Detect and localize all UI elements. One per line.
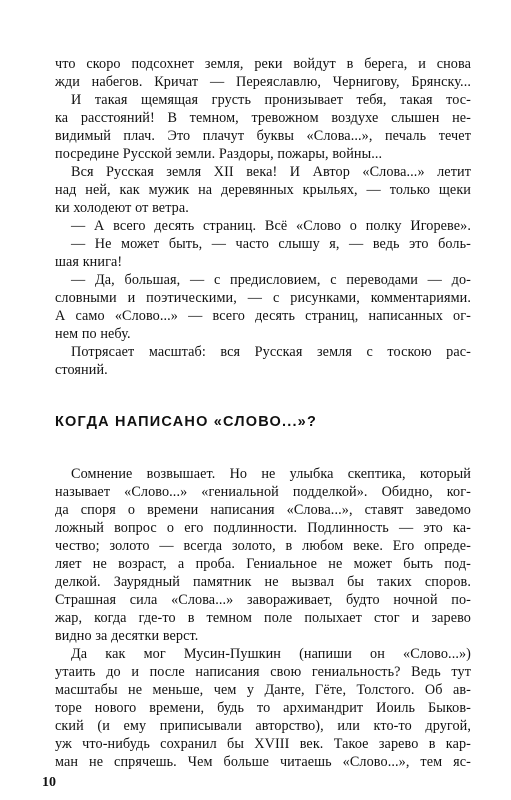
text-line: нем по небу. [55,326,131,342]
text-line: ка расстояний! В темном, тревожном воздухе слышен не- [55,110,471,126]
text-line: да споря о времени написания «Слова...», ставят заведомо [55,502,471,518]
text-line: чество; золото — всегда золото, в любом веке. Его опреде- [55,538,471,554]
text-line: ки холодеют от ветра. [55,200,189,216]
text-line: — Да, большая, — с предисловием, с переводами — до- [71,272,471,288]
text-line: жар, когда где-то в темном поле полыхает стог и зарево [55,610,471,626]
text-line: ложный вопрос о его подлинности. Подлинность — это ка- [55,520,471,536]
text-line: Потрясает масштаб: вся Русская земля с тоскою рас- [71,344,471,360]
text-line: видимый плач. Это плачут буквы «Слова...», печаль течет [55,128,471,144]
page-number: 10 [42,775,56,790]
text-line: ман не спрячешь. Чем больше читаешь «Слово...», тем яс- [55,754,471,770]
text-line: шая книга! [55,254,123,270]
text-line: Вся Русская земля XII века! И Автор «Слова...» летит [71,164,471,180]
text-line: называет «Слово...» «гениальной подделкой». Обидно, ког- [55,484,471,500]
text-line: словными и поэтическими, — с рисунками, комментариями. [55,290,471,306]
text-line: стояний. [55,362,108,378]
text-line: Да как мог Мусин-Пушкин (напиши он «Слово...») [71,646,471,662]
text-line: ский (и ему приписывали авторство), или кто-то другой, [55,718,471,734]
text-line: уж что-нибудь сохранил бы XVIII век. Такое зарево в кар- [55,736,471,752]
text-line: торе нового времени, будь то архимандрит Иоиль Быков- [55,700,471,716]
text-line: И такая щемящая грусть пронизывает тебя, такая тос- [71,92,471,108]
text-line: ляет не возраст, а проба. Гениальное не может быть под- [55,556,471,572]
text-line: Страшная сила «Слова...» завораживает, будто ночной по- [55,592,471,608]
text-line: делкой. Заурядный памятник не вызвал бы таких споров. [55,574,471,590]
text-line: жди набегов. Кричат — Переяславлю, Чернигову, Брянску... [55,74,471,90]
text-line: посредине Русской земли. Раздоры, пожары, войны... [55,146,383,162]
text-line: над ней, как мужик на деревянных крыльях, — только щеки [55,182,471,198]
text-line: масштабы не меньше, чем у Данте, Гёте, Толстого. Об ав- [55,682,471,698]
chapter-heading: КОГДА НАПИСАНО «СЛОВО...»? [55,414,317,430]
text-line: — Не может быть, — часто слышу я, — ведь это боль- [71,236,471,252]
text-line: Сомнение возвышает. Но не улыбка скептика, который [71,466,471,482]
text-line: утаить до и после написания свою гениальность? Ведь тут [55,664,471,680]
text-line: А само «Слово...» — всего десять страниц, написанных ог- [55,308,471,324]
text-line: — А всего десять страниц. Всё «Слово о полку Игореве». [71,218,471,234]
text-line: видно за десятки верст. [55,628,199,644]
text-line: что скоро подсохнет земля, реки войдут в берега, и снова [55,56,471,72]
